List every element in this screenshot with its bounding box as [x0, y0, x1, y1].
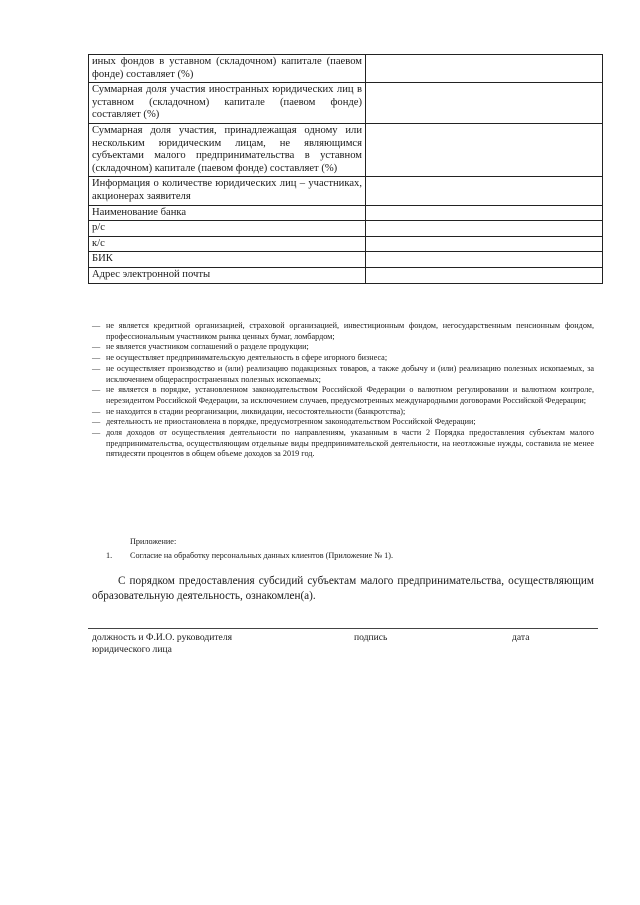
- list-item: [92, 353, 594, 364]
- table-row: [89, 83, 603, 124]
- row-value[interactable]: [366, 177, 603, 205]
- role-label: должность и Ф.И.О. руководителя юридического лица: [92, 632, 233, 655]
- list-item: [92, 342, 594, 353]
- row-value[interactable]: [366, 252, 603, 268]
- dash-bullet: —: [92, 428, 101, 438]
- row-label: Суммарная доля участия иностранных юридических лиц в уставном (складочном) капитале (паевом фонде) составляет (%): [89, 83, 366, 124]
- row-label: БИК: [89, 252, 366, 268]
- table-row: [89, 221, 603, 237]
- dash-bullet: —: [92, 342, 101, 352]
- dash-bullet: —: [92, 363, 101, 373]
- row-label: Адрес электронной почты: [89, 267, 366, 283]
- table-row: [89, 55, 603, 83]
- row-value[interactable]: [366, 55, 603, 83]
- row-value[interactable]: [366, 267, 603, 283]
- list-item: [92, 321, 594, 342]
- row-value[interactable]: [366, 221, 603, 237]
- list-item: [92, 428, 594, 460]
- table-row: [89, 177, 603, 205]
- list-item: [92, 385, 594, 406]
- applicant-conditions-list: [92, 321, 594, 460]
- condition-text: деятельность не приостановлена в порядке, предусмотренном законодательством Российской Федерации;: [106, 417, 476, 427]
- date-label: дата: [512, 632, 530, 643]
- list-item: [92, 417, 594, 428]
- row-label: Суммарная доля участия, принадлежащая одному или нескольким юридическим лицам, не являющимся субъектами малого предпринимательства в уставном (складочном) капитале (паевом фонде) составляет (%): [89, 123, 366, 176]
- table-row: [89, 252, 603, 268]
- appendix-item-number: 1.: [106, 551, 113, 560]
- condition-text: не осуществляет предпринимательскую деятельность в сфере игорного бизнеса;: [106, 353, 388, 363]
- table-row: [89, 267, 603, 283]
- signature-line: [88, 628, 598, 629]
- condition-text: не является кредитной организацией, страховой организацией, инвестиционным фондом, негосударственным пенсионным фондом, профессиональным участником рынка ценных бумаг, ломбардом;: [106, 321, 594, 341]
- applicant-info-table: [88, 54, 603, 284]
- row-label: к/с: [89, 236, 366, 252]
- appendix-item: [106, 550, 393, 561]
- row-value[interactable]: [366, 205, 603, 221]
- dash-bullet: —: [92, 385, 101, 395]
- list-item: [92, 407, 594, 418]
- condition-text: не находится в стадии реорганизации, ликвидации, несостоятельности (банкротства);: [106, 406, 406, 416]
- dash-bullet: —: [92, 353, 101, 363]
- dash-bullet: —: [92, 417, 101, 427]
- row-value[interactable]: [366, 83, 603, 124]
- row-label: р/с: [89, 221, 366, 237]
- agreement-statement: С порядком предоставления субсидий субъектам малого предпринимательства, осуществляющим образовательную деятельность, ознакомлен(а).: [92, 575, 594, 602]
- table-row: [89, 236, 603, 252]
- row-value[interactable]: [366, 123, 603, 176]
- table-row: [89, 123, 603, 176]
- condition-text: не является в порядке, установленном законодательством Российской Федерации о валютном регулировании и валютном контроле, нерезидентом Российской Федерации, за исключением случаев, предусмотренных международными договорами Российской Федерации;: [106, 385, 594, 405]
- dash-bullet: —: [92, 321, 101, 330]
- row-label: Наименование банка: [89, 205, 366, 221]
- signature-label: подпись: [354, 632, 388, 643]
- condition-text: не является участником соглашений о разделе продукции;: [106, 342, 309, 352]
- table-row: [89, 205, 603, 221]
- dash-bullet: —: [92, 406, 101, 416]
- condition-text: доля доходов от осуществления деятельности по направлениям, указанным в части 2 Порядка предоставления субъектам малого предпринимательства, осуществляющим отдельные виды предпринимательской деятельности, на неотложные нужды, составила не менее пятидесяти процентов в общем объеме доходов за 2019 год.: [106, 428, 594, 459]
- condition-text: не осуществляет производство и (или) реализацию подакцизных товаров, а также добычу и (или) реализацию полезных ископаемых, за исключением общераспространенных полезных ископаемых;: [106, 363, 594, 384]
- row-label: Информация о количестве юридических лиц – участниках, акционерах заявителя: [89, 177, 366, 205]
- appendix-item-text: Согласие на обработку персональных данных клиентов (Приложение № 1).: [130, 551, 394, 560]
- row-label: иных фондов в уставном (складочном) капитале (паевом фонде) составляет (%): [89, 55, 366, 83]
- list-item: [92, 364, 594, 385]
- appendix-title: Приложение:: [130, 537, 177, 546]
- row-value[interactable]: [366, 236, 603, 252]
